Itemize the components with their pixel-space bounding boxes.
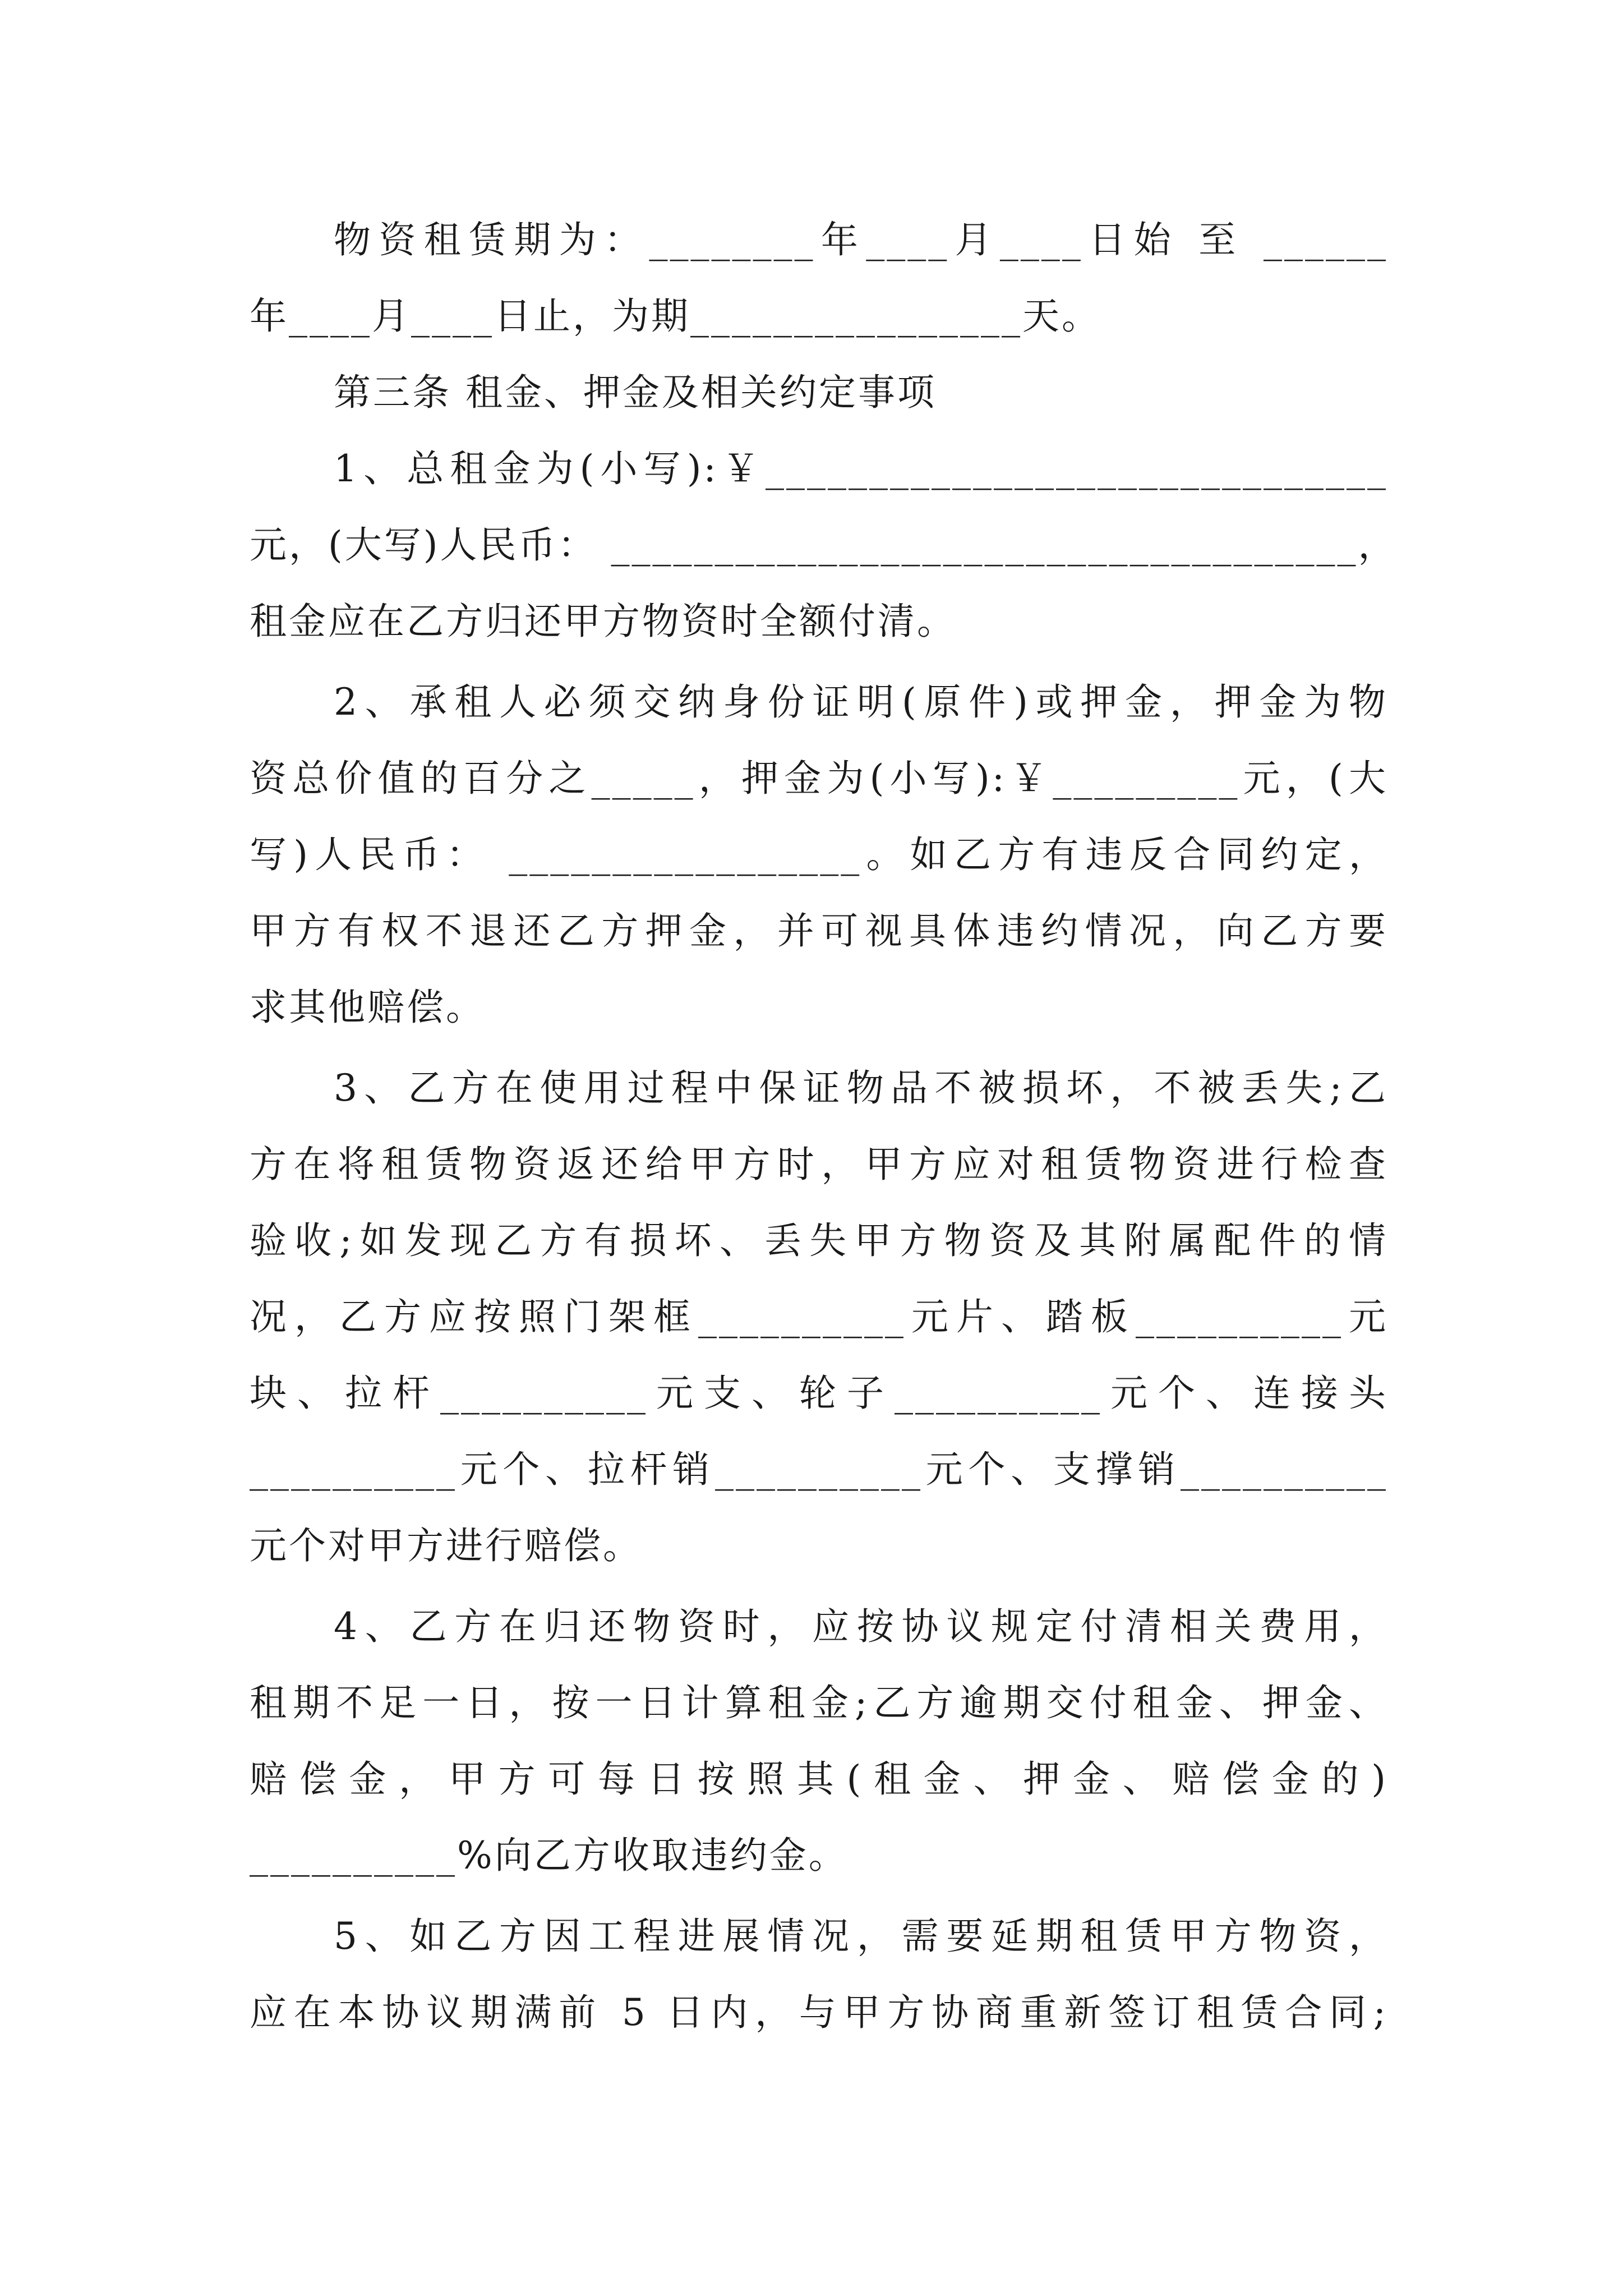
- text-line: 方在将租赁物资返还给甲方时，甲方应对租赁物资进行检查: [250, 1143, 1388, 1186]
- text-line: __________元个、拉杆销__________元个、支撑销__________: [250, 1448, 1388, 1491]
- text-line: 租期不足一日，按一日计算租金;乙方逾期交付租金、押金、: [250, 1681, 1388, 1724]
- text-line: 3、乙方在使用过程中保证物品不被损坏，不被丢失;乙: [334, 1066, 1388, 1110]
- text-line: 况，乙方应按照门架框__________元片、踏板__________元: [250, 1295, 1388, 1338]
- text-line: 5、如乙方因工程进展情况，需要延期租赁甲方物资，: [334, 1915, 1388, 1958]
- text-line: 物资租赁期为：________年____月____日始 至 ______: [334, 218, 1388, 261]
- text-line: 4、乙方在归还物资时，应按协议规定付清相关费用，: [334, 1605, 1388, 1648]
- text-line: 写)人民币： _________________。如乙方有违反合同约定，: [250, 833, 1388, 876]
- text-line: 资总价值的百分之_____，押金为(小写):￥_________元，(大: [250, 757, 1388, 800]
- text-line: 年____月____日止，为期________________天。: [250, 295, 1101, 338]
- text-line: 元，(大写)人民币： ____________________________________，: [250, 523, 1398, 567]
- text-line: 1、总租金为(小写):￥______________________________: [334, 447, 1388, 490]
- text-line: 甲方有权不退还乙方押金，并可视具体违约情况，向乙方要: [250, 909, 1388, 953]
- text-line: 求其他赔偿。: [250, 986, 485, 1029]
- text-line: 块、拉杆__________元支、轮子__________元个、连接头: [250, 1372, 1388, 1415]
- text-line: 验收;如发现乙方有损坏、丢失甲方物资及其附属配件的情: [250, 1219, 1388, 1262]
- section-heading: 第三条 租金、押金及相关约定事项: [334, 371, 937, 414]
- text-line: 租金应在乙方归还甲方物资时全额付清。: [250, 600, 956, 643]
- text-line: 2、承租人必须交纳身份证明(原件)或押金，押金为物: [334, 680, 1388, 724]
- text-line: __________%向乙方收取违约金。: [250, 1834, 848, 1877]
- text-line: 赔偿金，甲方可每日按照其(租金、押金、赔偿金的): [250, 1757, 1388, 1801]
- text-line: 应在本协议期满前 5 日内，与甲方协商重新签订租赁合同;: [250, 1991, 1388, 2034]
- text-line: 元个对甲方进行赔偿。: [250, 1524, 642, 1567]
- document-body: [250, 202, 1398, 2051]
